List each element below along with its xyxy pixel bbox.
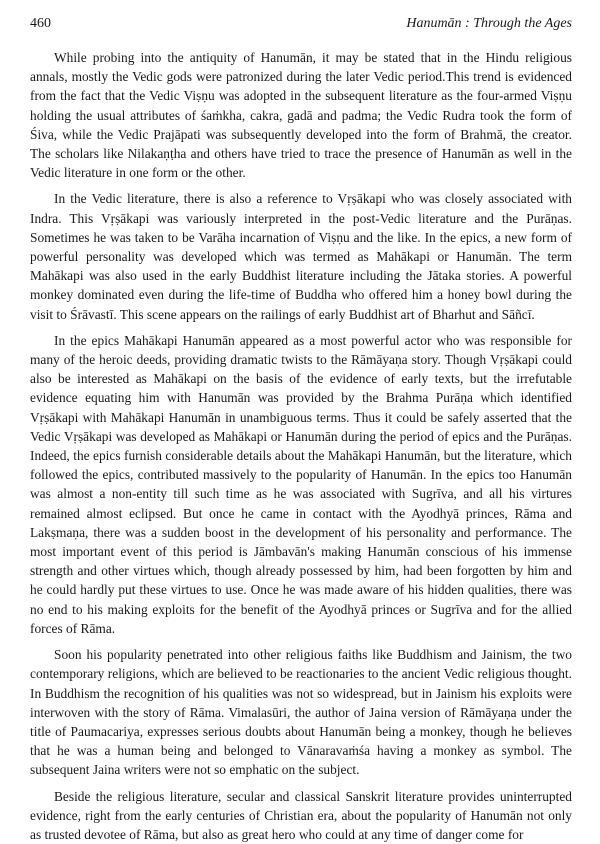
page-body: [30, 48, 572, 844]
paragraph: In the Vedic literature, there is also a reference to Vṛṣākapi who was closely associated with Indra. This Vṛṣākapi was variously interpreted in the post-Vedic literature and the Purāṇas. Sometimes he was taken to be Varāha incarnation of Viṣṇu and the like. In the epics, a new form of powerful personality was developed which was termed as Mahākapi or Hanumān. The term Mahākapi was also used in the early Buddhist literature including the Jātaka stories. A powerful monkey dominated even during the life-time of Buddha who offered him a honey bowl during the visit to Śrāvastī. This scene appears on the railings of early Buddhist art of Bharhut and Sāñcī.: [30, 191, 572, 322]
paragraph: Beside the religious literature, secular and classical Sanskrit literature provides uninterrupted evidence, right from the early centuries of Christian era, about the popularity of Hanumān not only as trusted devotee of Rāma, but also as great hero who could at any time of danger come for: [30, 788, 572, 842]
page-header: [30, 16, 572, 38]
running-title: Hanumān : Through the Ages: [406, 16, 572, 31]
paragraph: Soon his popularity penetrated into other religious faiths like Buddhism and Jainism, the two contemporary religions, which are believed to be reactionaries to the ancient Vedic religious thought. In Buddhism the recognition of his qualities was not so widespread, but in Jainism his exploits were interwoven with the story of Rāma. Vimalasūri, the author of Jaina version of Rāmāyaṇa under the title of Paumacariya, expresses serious doubts about Hanumān being a monkey, though he believes that he was a human being and belonged to Vānaravaṁśa having a monkey as symbol. The subsequent Jaina writers were not so emphatic on the subject.: [30, 647, 572, 778]
page-number: 460: [30, 16, 51, 31]
paragraph: In the epics Mahākapi Hanumān appeared as a most powerful actor who was responsible for many of the heroic deeds, providing dramatic twists to the Rāmāyaṇa story. Though Vṛṣākapi could also be interested as Mahākapi on the basis of the evidence of early texts, but the irrefutable evidence equating him with Hanumān was provided by the Brahma Purāṇa which identified Vṛṣākapi with Mahākapi Hanumān in unambiguous terms. Thus it could be safely asserted that the Vedic Vṛṣākapi was developed as Mahākapi or Hanumān during the period of epics and the Purāṇas. Indeed, the epics furnish considerable details about the Mahākapi Hanumān, but the literature, which followed the epics, contributed massively to the popularity of Hanumān. In the epics too Hanumān was almost a non-entity till such time as he was associated with Sugrīva, and all his virtures remained almost eclipsed. But once he came in contact with the Ayodhyā princes, Rāma and Lakṣmaṇa, there was a sudden boost in the development of his personality and performance. The most important event of this period is Jāmbavān's making Hanumān conscious of his immense strength and other virtues which, though already possessed by him, had been forgotten by him and he could hardly put these virtues to use. Once he was made aware of his hidden qualities, there was no end to his making exploits for the benefit of the Ayodhyā princes or Sugrīva and for the allied forces of Rāma.: [30, 332, 572, 636]
paragraph: While probing into the antiquity of Hanumān, it may be stated that in the Hindu religious annals, mostly the Vedic gods were patronized during the later Vedic period.This trend is evidenced from the fact that the Vedic Viṣṇu was adopted in the subsequent literature as the four-armed Viṣṇu holding the usual attributes of śaṁkha, cakra, gadā and padma; the Vedic Rudra took the form of Śiva, while the Vedic Prajāpati was subsequently developed into the form of Brahmā, the creator. The scholars like Nilakaṇṭha and others have tried to trace the presence of Hanumān as well in the Vedic literature in one form or the other.: [30, 50, 572, 181]
